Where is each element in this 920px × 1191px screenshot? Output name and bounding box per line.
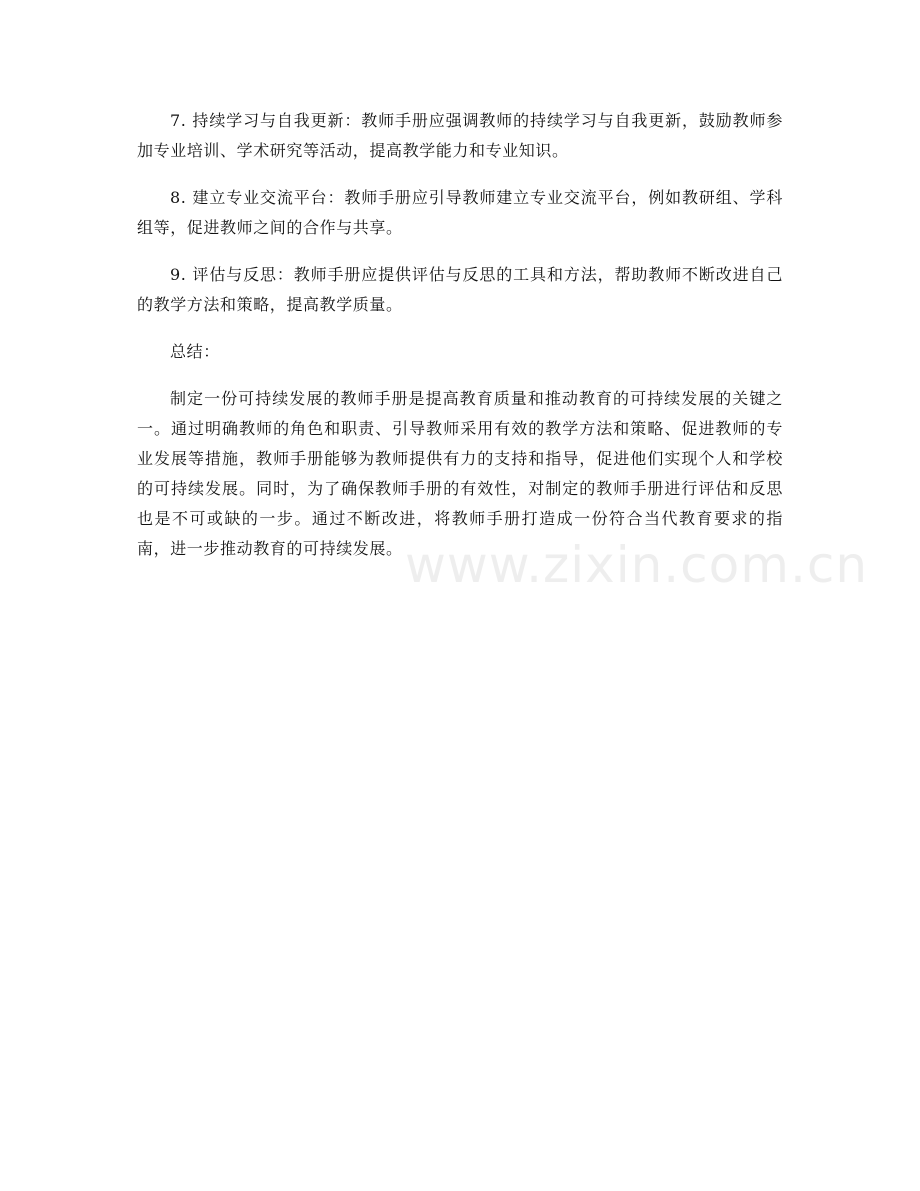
- summary-heading: 总结：: [170, 342, 220, 361]
- summary-paragraph: 制定一份可持续发展的教师手册是提高教育质量和推动教育的可持续发展的关键之一。通过明确教师的角色和职责、引导教师采用有效的教学方法和策略、促进教师的专业发展等措施，教师手册能够为教师提供有力的支持和指导，促进他们实现个人和学校的可持续发展。同时，为了确保教师手册的有效性，对制定的教师手册进行评估和反思也是不可或缺的一步。通过不断改进，将教师手册打造成一份符合当代教育要求的指南，进一步推动教育的可持续发展。: [137, 389, 783, 558]
- document-body: [137, 106, 783, 581]
- paragraph-item-8: 8. 建立专业交流平台：教师手册应引导教师建立专业交流平台，例如教研组、学科组等，促进教师之间的合作与共享。: [137, 188, 783, 237]
- paragraph-item-7: 7. 持续学习与自我更新：教师手册应强调教师的持续学习与自我更新，鼓励教师参加专业培训、学术研究等活动，提高教学能力和专业知识。: [137, 111, 783, 160]
- watermark-text: www.zixin.com.cn: [405, 536, 869, 594]
- paragraph-item-9: 9. 评估与反思：教师手册应提供评估与反思的工具和方法，帮助教师不断改进自己的教学方法和策略，提高教学质量。: [137, 265, 783, 314]
